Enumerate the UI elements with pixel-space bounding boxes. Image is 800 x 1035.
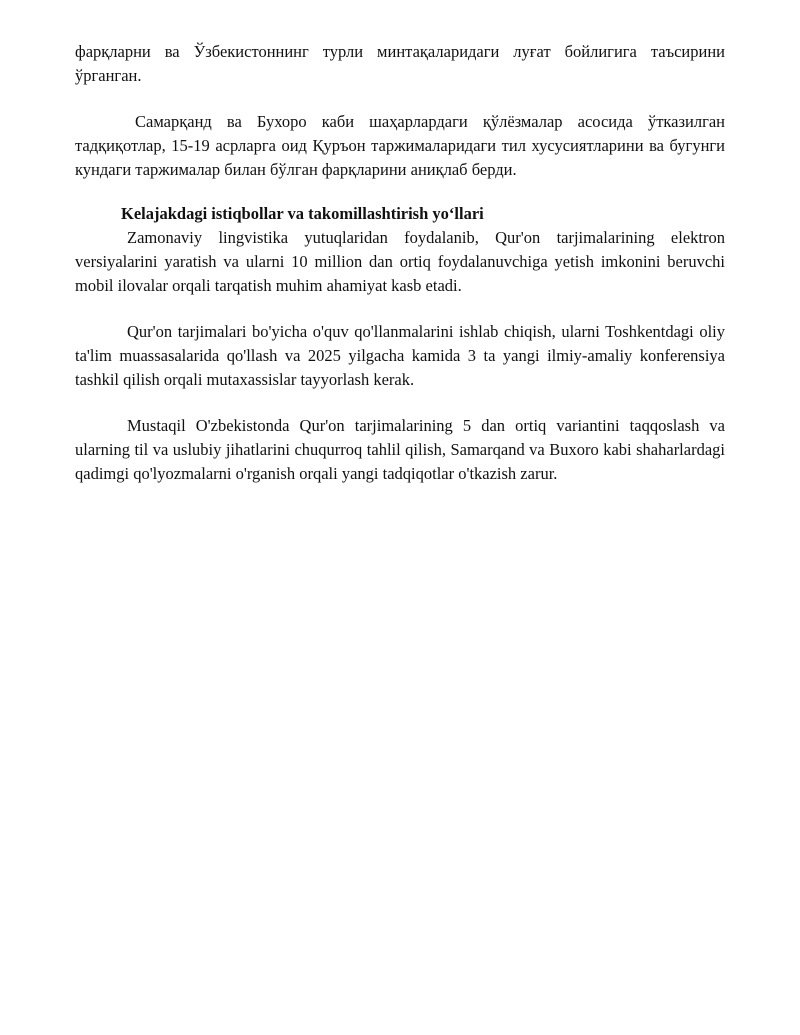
section-heading: Kelajakdagi istiqbollar va takomillashtirish yo‘llari <box>121 204 484 223</box>
paragraph-manuscript-research: Самарқанд ва Бухоро каби шаҳарлардаги қўлёзмалар асосида ўтказилган тадқиқотлар, 15-19 асрларга оид Қуръон таржималаридаги тил хусусиятларини ва бугунги кундаги таржималар билан бўлган фарқларини аниқлаб берди. <box>75 112 725 179</box>
paragraph-comparative-analysis: Mustaqil O'zbekistonda Qur'on tarjimalarining 5 dan ortiq variantini taqqoslash va ularning til va uslubiy jihatlarini chuqurroq tahlil qilish, Samarqand va Buxoro kabi shaharlardagi qadimgi qo'lyozmalarni o'rganish orqali yangi tadqiqotlar o'tkazish zarur. <box>75 416 725 483</box>
document-page <box>75 40 725 486</box>
paragraph-digital-versions: Zamonaviy lingvistika yutuqlaridan foydalanib, Qur'on tarjimalarining elektron versiyalarini yaratish va ularni 10 million dan ortiq foydalanuvchiga yetish imkonini beruvchi mobil ilovalar orqali tarqatish muhim ahamiyat kasb etadi. <box>75 228 725 295</box>
paragraph-continuation: фарқларни ва Ўзбекистоннинг турли минтақаларидаги луғат бойлигига таъсирини ўрганган. <box>75 42 725 85</box>
paragraph-training-manuals: Qur'on tarjimalari bo'yicha o'quv qo'llanmalarini ishlab chiqish, ularni Toshkentdagi oliy ta'lim muassasalarida qo'llash va 2025 yilgacha kamida 3 ta yangi ilmiy-amaliy konferensiya tashkil qilish orqali mutaxassislar tayyorlash kerak. <box>75 322 725 389</box>
